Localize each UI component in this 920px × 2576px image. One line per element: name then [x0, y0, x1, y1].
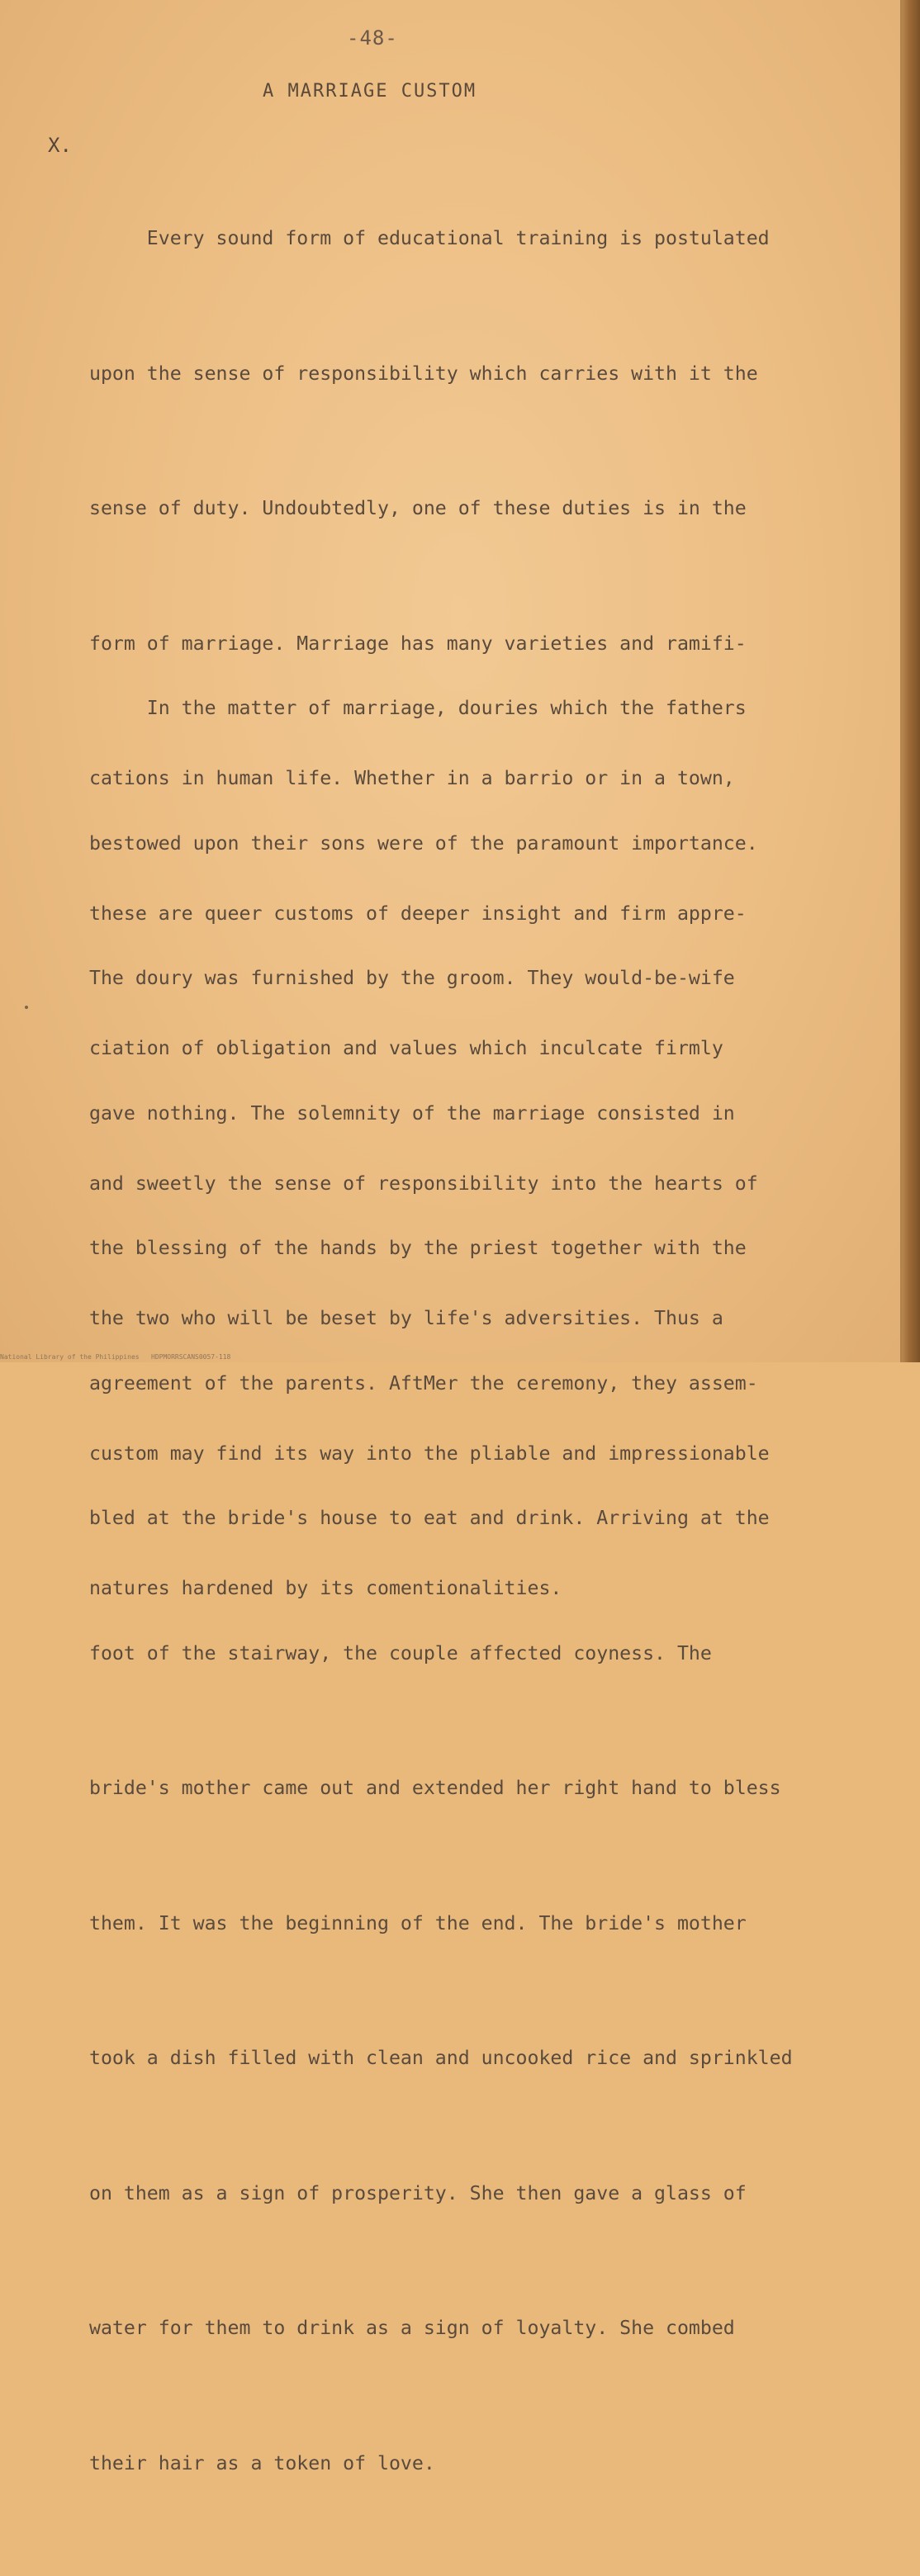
text-line: natures hardened by its comentionalities. [89, 1577, 562, 1599]
text-line: gave nothing. The solemnity of the marriage consisted in [89, 1101, 735, 1125]
text-line: took a dish filled with clean and uncooked rice and sprinkled [89, 2047, 793, 2069]
text-line: on them as a sign of prosperity. She then gave a glass of [89, 2181, 747, 2204]
book-binding-edge [902, 0, 920, 1362]
margin-mark [25, 1006, 28, 1009]
text-line: the two who will be beset by life's adversities. Thus a [89, 1307, 723, 1329]
paragraph-2 [89, 596, 793, 2576]
text-line: upon the sense of responsibility which carries with it the [89, 362, 758, 385]
text-line: Every sound form of educational training is postulated [89, 227, 770, 249]
text-line: bestowed upon their sons were of the paramount importance. [89, 831, 758, 855]
text-line: their hair as a token of love. [89, 2451, 435, 2474]
page-number: -48- [347, 26, 398, 50]
text-line: bride's mother came out and extended her right hand to bless [89, 1777, 781, 1799]
scan-footer: National Library of the Philippines HDPMORRSCANS0057-118 [0, 1353, 231, 1361]
document-title: A MARRIAGE CUSTOM [263, 81, 477, 102]
text-line: custom may find its way into the pliable and impressionable [89, 1442, 770, 1465]
text-line: the blessing of the hands by the priest together with the [89, 1237, 747, 1259]
text-line: form of marriage. Marriage has many varieties and ramifi- [89, 632, 747, 655]
text-line: foot of the stairway, the couple affected coyness. The [89, 1641, 712, 1664]
text-line: The doury was furnished by the groom. They would-be-wife [89, 967, 735, 989]
text-line: agreement of the parents. AftMer the ceremony, they assem- [89, 1371, 758, 1395]
text-line: these are queer customs of deeper insight and firm appre- [89, 902, 747, 925]
text-line: water for them to drink as a sign of loyalty. She combed [89, 2317, 735, 2339]
section-marker: X. [48, 134, 72, 157]
text-line: sense of duty. Undoubtedly, one of these duties is in the [89, 497, 747, 519]
text-line: cations in human life. Whether in a barrio or in a town, [89, 767, 735, 789]
text-line: In the matter of marriage, douries which the fathers [89, 697, 747, 719]
text-line: ciation of obligation and values which inculcate firmly [89, 1037, 723, 1059]
text-line: and sweetly the sense of responsibility into the hearts of [89, 1172, 758, 1195]
text-line: bled at the bride's house to eat and drink. Arriving at the [89, 1507, 770, 1529]
text-line: them. It was the beginning of the end. The bride's mother [89, 1911, 747, 1934]
